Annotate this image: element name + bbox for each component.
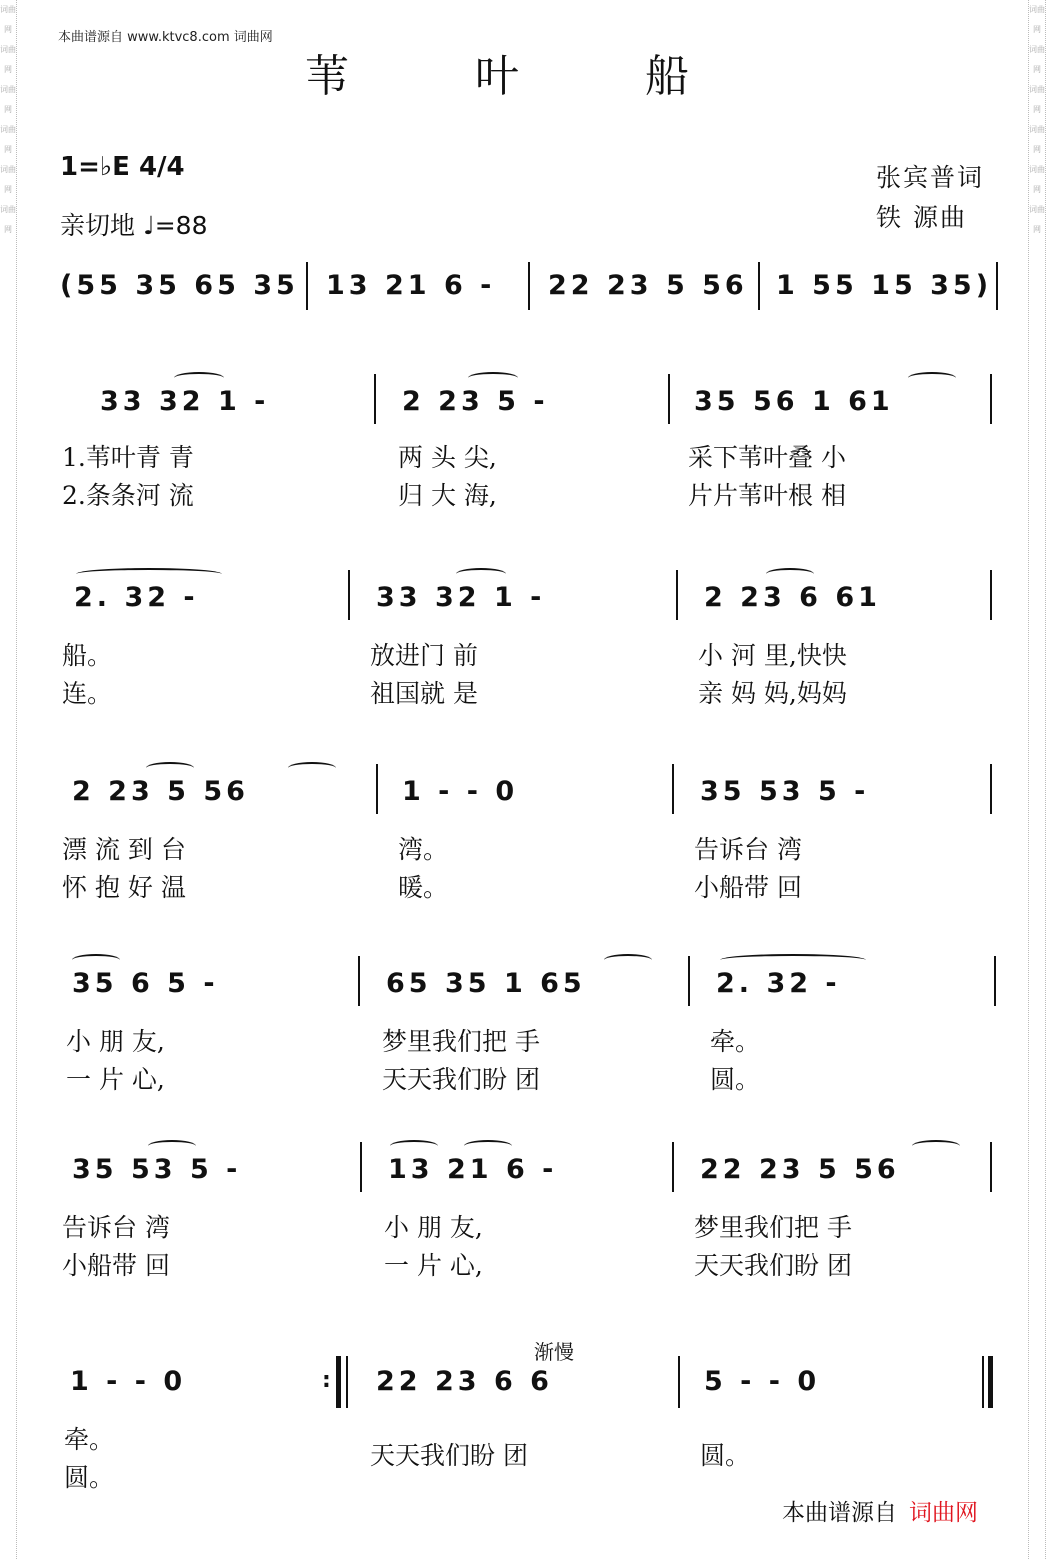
- barline: [348, 570, 350, 620]
- repeat-barline: [336, 1356, 341, 1408]
- final-barline: [988, 1356, 993, 1408]
- slur: [912, 1140, 960, 1152]
- key-signature: 1=♭E 4/4: [60, 152, 185, 182]
- barline: [376, 764, 378, 814]
- barline: [990, 764, 992, 814]
- measure: 35 6 5 -: [72, 968, 219, 999]
- repeat-dots: :: [322, 1368, 331, 1393]
- lyric-verse-1: 梦里我们把 手: [694, 1213, 852, 1242]
- lyric-verse-1: 采下苇叶叠 小: [688, 443, 846, 472]
- slur: [908, 372, 956, 384]
- lyric-verse-1: 小 朋 友,: [384, 1213, 483, 1242]
- measure: 1 - - 0: [70, 1366, 187, 1397]
- lyric-verse-1: 湾。: [398, 835, 449, 864]
- lyric-verse-2: 祖国就 是: [370, 679, 478, 708]
- barline: [672, 1142, 674, 1192]
- lyric-verse-1: 漂 流 到 台: [62, 835, 186, 864]
- barline: [678, 1356, 680, 1408]
- barline: [990, 374, 992, 424]
- lyric-verse-1: 两 头 尖,: [398, 443, 497, 472]
- lyric-verse-1: 小 朋 友,: [66, 1027, 165, 1056]
- lyric-verse-1: 牵。: [710, 1027, 761, 1056]
- tempo-marking: 亲切地 ♩=88: [60, 211, 208, 240]
- right-margin-watermark: 词曲网 词曲网 词曲网 词曲网 词曲网 词曲网: [1028, 0, 1046, 1559]
- barline: [758, 262, 760, 310]
- lyric-verse-2: 天天我们盼 团: [382, 1065, 540, 1094]
- lyric-verse-2: 亲 妈 妈,妈妈: [698, 679, 847, 708]
- intro-measure-4: 1 55 15 35): [776, 270, 993, 301]
- slur: [146, 762, 194, 774]
- measure: 33 32 1 -: [100, 386, 270, 417]
- slur: [72, 954, 120, 966]
- slur: [468, 372, 518, 384]
- measure: 35 53 5 -: [700, 776, 870, 807]
- slur: [720, 954, 866, 966]
- barline: [672, 764, 674, 814]
- song-title: 苇 叶 船: [305, 51, 745, 102]
- lyric-verse-2: 连。: [62, 679, 113, 708]
- lyric-verse-2: 暖。: [398, 873, 449, 902]
- barline: [360, 1142, 362, 1192]
- barline: [688, 956, 690, 1006]
- tempo-change: 渐慢: [534, 1340, 574, 1364]
- barline: [528, 262, 530, 310]
- measure: 5 - - 0: [704, 1366, 821, 1397]
- measure: 2. 32 -: [716, 968, 841, 999]
- slur: [604, 954, 652, 966]
- lyric-verse-1: 1.苇叶青 青: [62, 443, 194, 472]
- measure: 2 23 5 -: [402, 386, 549, 417]
- slur: [766, 568, 814, 580]
- barline: [374, 374, 376, 424]
- barline: [994, 956, 996, 1006]
- lyric-verse-2: 圆。: [64, 1463, 115, 1492]
- left-margin-watermark: 词曲网 词曲网 词曲网 词曲网 词曲网 词曲网: [0, 0, 17, 1559]
- footer-source: [782, 1494, 978, 1527]
- lyric-verse-1: 天天我们盼 团: [370, 1441, 528, 1470]
- slur: [464, 1140, 512, 1152]
- final-barline: [982, 1356, 984, 1408]
- measure: 13 21 6 -: [388, 1154, 558, 1185]
- lyric-verse-2: 归 大 海,: [398, 481, 497, 510]
- lyric-verse-2: 小船带 回: [694, 873, 802, 902]
- measure: 1 - - 0: [402, 776, 519, 807]
- measure: 22 23 6 6: [376, 1366, 553, 1397]
- slur: [174, 372, 224, 384]
- lyric-verse-2: 一 片 心,: [66, 1065, 165, 1094]
- source-header: 本曲谱源自 www.ktvc8.com 词曲网: [58, 30, 273, 45]
- lyric-verse-1: 放进门 前: [370, 641, 478, 670]
- lyric-verse-2: 圆。: [710, 1065, 761, 1094]
- lyric-verse-1: 小 河 里,快快: [698, 641, 847, 670]
- repeat-barline: [346, 1356, 348, 1408]
- intro-measure-1: (55 35 65 35: [60, 270, 299, 301]
- barline: [306, 262, 308, 310]
- measure: 65 35 1 65: [386, 968, 586, 999]
- lyric-verse-2: 一 片 心,: [384, 1251, 483, 1280]
- lyric-verse-1: 牵。: [64, 1425, 115, 1454]
- measure: 35 56 1 61: [694, 386, 894, 417]
- lyric-verse-1: 告诉台 湾: [694, 835, 802, 864]
- slur: [148, 1140, 196, 1152]
- measure: 22 23 5 56: [700, 1154, 900, 1185]
- intro-measure-2: 13 21 6 -: [326, 270, 496, 301]
- measure: 2. 32 -: [74, 582, 199, 613]
- barline: [676, 570, 678, 620]
- barline: [358, 956, 360, 1006]
- slur: [76, 568, 222, 580]
- lyric-verse-1: 告诉台 湾: [62, 1213, 170, 1242]
- composer: 铁 源曲: [876, 203, 967, 232]
- lyric-verse-1: 圆。: [700, 1441, 751, 1470]
- lyricist: 张宾普词: [876, 163, 985, 192]
- slur: [456, 568, 506, 580]
- slur: [390, 1140, 438, 1152]
- lyric-verse-2: 怀 抱 好 温: [62, 873, 186, 902]
- measure: 33 32 1 -: [376, 582, 546, 613]
- barline: [668, 374, 670, 424]
- footer-site-link[interactable]: 词曲网: [909, 1500, 978, 1526]
- measure: 2 23 6 61: [704, 582, 881, 613]
- lyric-verse-2: 2.条条河 流: [62, 481, 194, 510]
- intro-measure-3: 22 23 5 56: [548, 270, 748, 301]
- lyric-verse-1: 船。: [62, 641, 113, 670]
- footer-source-text: 本曲谱源自: [782, 1500, 897, 1526]
- barline: [996, 262, 998, 310]
- slur: [288, 762, 336, 774]
- barline: [990, 570, 992, 620]
- lyric-verse-2: 天天我们盼 团: [694, 1251, 852, 1280]
- barline: [990, 1142, 992, 1192]
- lyric-verse-1: 梦里我们把 手: [382, 1027, 540, 1056]
- lyric-verse-2: 小船带 回: [62, 1251, 170, 1280]
- measure: 35 53 5 -: [72, 1154, 242, 1185]
- measure: 2 23 5 56: [72, 776, 249, 807]
- lyric-verse-2: 片片苇叶根 相: [688, 481, 846, 510]
